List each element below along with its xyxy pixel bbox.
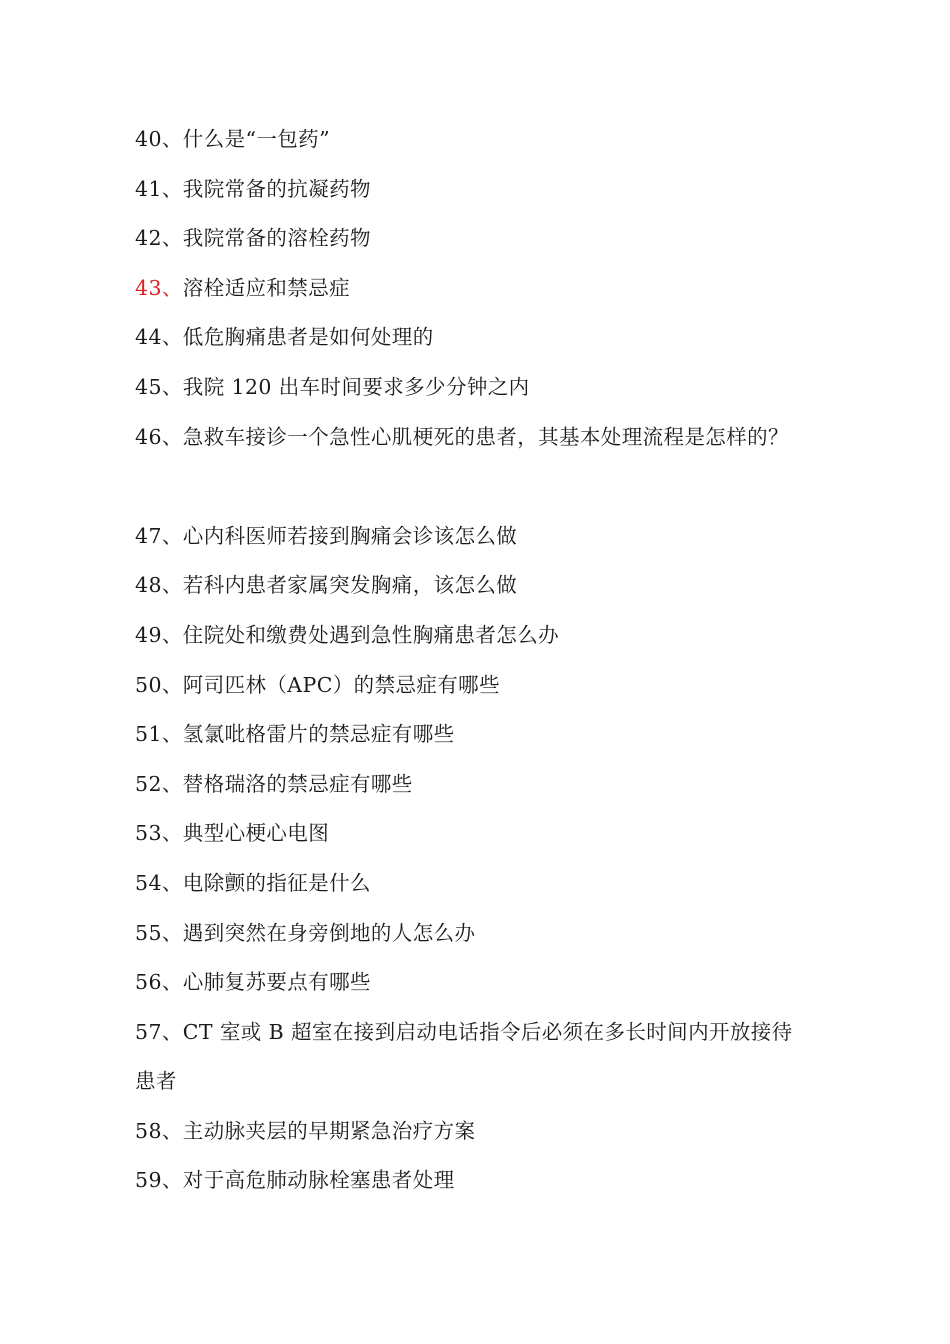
question-number: 51、: [135, 722, 183, 747]
question-text: 替格瑞洛的禁忌症有哪些: [182, 771, 413, 796]
question-item: [135, 1107, 795, 1157]
question-number: 59、: [135, 1168, 183, 1193]
question-text: 溶栓适应和禁忌症: [182, 275, 350, 300]
question-number-highlighted: 43、: [135, 275, 183, 300]
question-item: [135, 165, 795, 215]
question-number: 54、: [135, 870, 183, 895]
question-number: 48、: [135, 573, 183, 598]
question-text: 电除颤的指征是什么: [182, 870, 371, 895]
question-item: [135, 661, 795, 711]
question-text: 我院常备的溶栓药物: [182, 226, 371, 251]
question-text: 低危胸痛患者是如何处理的: [182, 325, 434, 350]
question-number: 46、: [135, 424, 183, 449]
question-item: [135, 363, 795, 413]
question-text: 我院 120 出车时间要求多少分钟之内: [182, 374, 530, 399]
question-text: 典型心梗心电图: [182, 821, 330, 846]
question-text: 若科内患者家属突发胸痛，该怎么做: [182, 573, 518, 598]
question-item: [135, 760, 795, 810]
question-number: 41、: [135, 176, 183, 201]
question-item: [135, 1008, 795, 1107]
question-text: 主动脉夹层的早期紧急治疗方案: [182, 1118, 476, 1143]
question-item: [135, 512, 795, 562]
question-number: 52、: [135, 771, 183, 796]
question-text: 什么是“一包药”: [182, 127, 330, 151]
question-number: 57、: [135, 1019, 183, 1044]
question-item: [135, 909, 795, 959]
question-item: [135, 710, 795, 760]
question-text: 急救车接诊一个急性心肌梗死的患者，其基本处理流程是怎样的？: [182, 424, 789, 449]
question-number: 44、: [135, 325, 183, 350]
question-item: [135, 611, 795, 661]
question-text: 对于高危肺动脉栓塞患者处理: [182, 1168, 455, 1193]
question-number: 56、: [135, 970, 183, 995]
question-text: 我院常备的抗凝药物: [182, 176, 371, 201]
question-text: 住院处和缴费处遇到急性胸痛患者怎么办: [182, 622, 559, 647]
question-text: 心内科医师若接到胸痛会诊该怎么做: [182, 523, 518, 548]
question-item: [135, 313, 795, 363]
question-item: [135, 561, 795, 611]
question-list: [135, 115, 795, 1206]
question-number: 45、: [135, 374, 183, 399]
question-text: 阿司匹林（APC）的禁忌症有哪些: [182, 672, 500, 697]
question-item: [135, 1156, 795, 1206]
question-item: [135, 958, 795, 1008]
question-item: [135, 214, 795, 264]
question-number: 42、: [135, 226, 183, 251]
question-text: 遇到突然在身旁倒地的人怎么办: [182, 920, 476, 945]
question-text: 心肺复苏要点有哪些: [182, 970, 371, 995]
question-number: 58、: [135, 1118, 183, 1143]
question-number: 49、: [135, 622, 183, 647]
question-text: 氢氯吡格雷片的禁忌症有哪些: [182, 722, 455, 747]
question-number: 53、: [135, 821, 183, 846]
question-number: 40、: [135, 127, 183, 151]
question-item: [135, 115, 795, 165]
question-item: [135, 413, 795, 512]
question-text: CT 室或 B 超室在接到启动电话指令后必须在多长时间内开放接待患者: [135, 1019, 793, 1094]
question-item: [135, 859, 795, 909]
question-item: [135, 809, 795, 859]
question-number: 47、: [135, 523, 183, 548]
question-number: 55、: [135, 920, 183, 945]
question-number: 50、: [135, 672, 183, 697]
question-item: [135, 264, 795, 314]
